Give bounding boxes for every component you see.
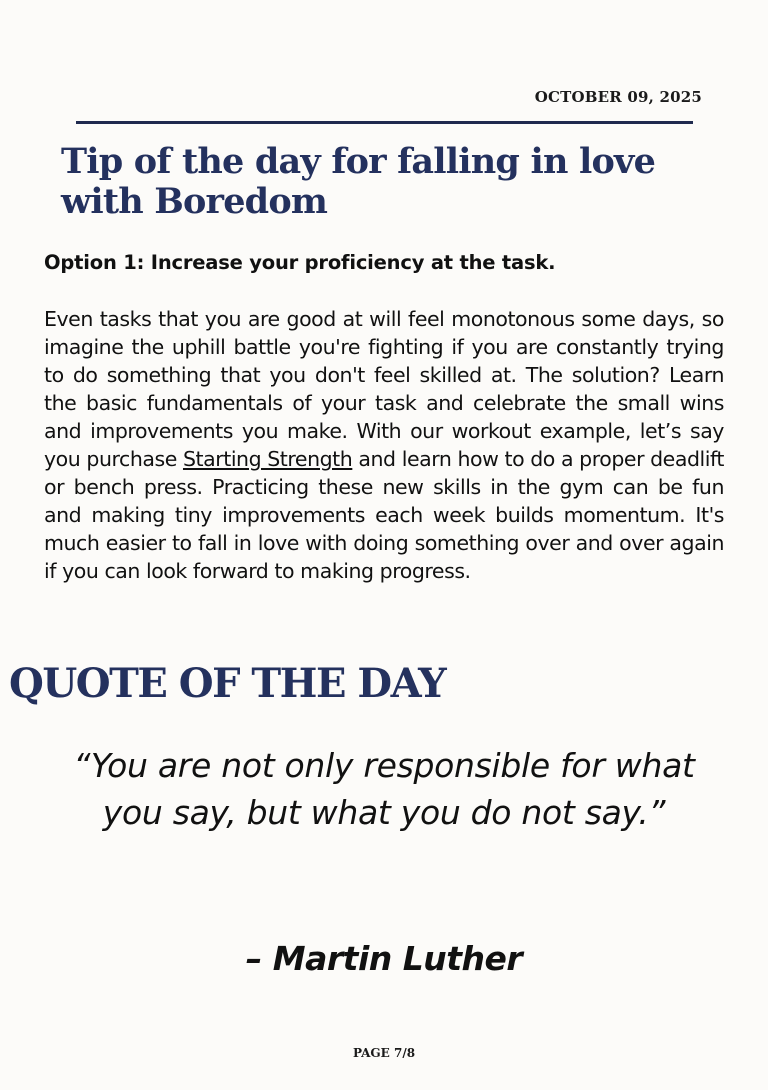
- tip-body-text-start: Even tasks that you are good at will feel monotonous some days, so imagine the uphill battle you're fighting if you are constantly trying to do something that you don't feel skilled at. The solution? Learn the basic fundamentals of your task and celebrate the small wins and improvements you make. With our workout example, let’s say you purchase: [44, 307, 724, 471]
- date: OCTOBER 09, 2025: [534, 88, 702, 106]
- quote-text: “You are not only responsible for what you say, but what you do not say.”: [73, 746, 695, 832]
- option-heading: Option 1: Increase your proficiency at the task.: [44, 251, 556, 274]
- tip-body: [44, 305, 724, 585]
- tip-body-text-end: and learn how to do a proper deadlift or bench press. Practicing these new skills in the gym can be fun and making tiny improvements each week builds momentum. It's much easier to fall in love with doing something over and over again if you can look forward to making progress.: [44, 447, 725, 583]
- starting-strength-link[interactable]: Starting Strength: [182, 447, 353, 471]
- header-divider: [76, 121, 693, 124]
- quote-author: – Martin Luther: [245, 939, 523, 978]
- page-number: PAGE 7/8: [352, 1046, 416, 1060]
- tip-title: Tip of the day for falling in love with Boredom: [61, 141, 656, 222]
- quote-heading: QUOTE OF THE DAY: [9, 660, 446, 707]
